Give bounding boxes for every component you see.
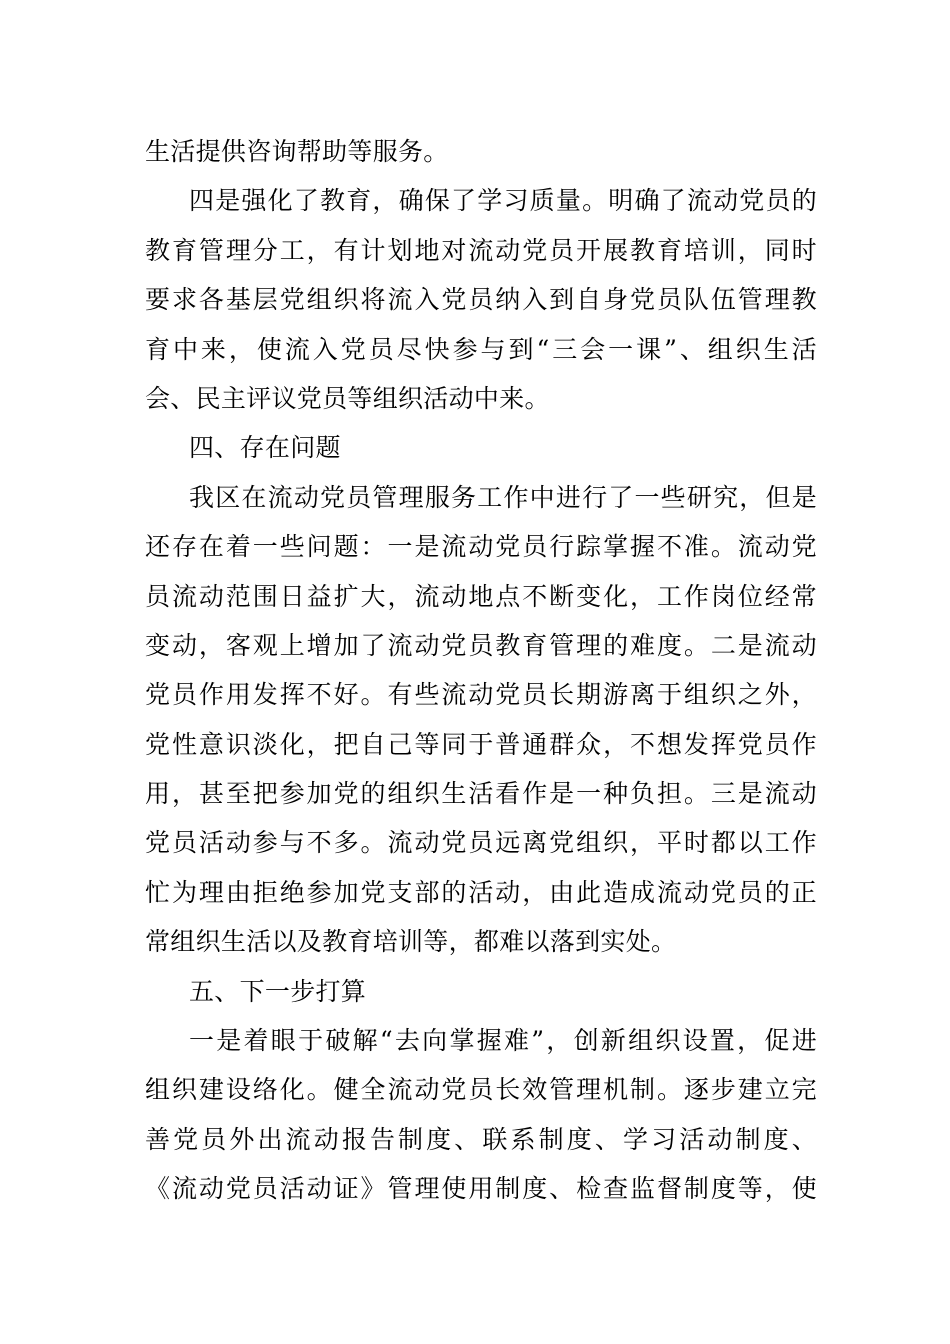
text-line: 教育管理分工，有计划地对流动党员开展教育培训，同时	[145, 235, 817, 265]
text-line: 员流动范围日益扩大，流动地点不断变化，工作岗位经常	[145, 581, 817, 611]
text-line: 四、存在问题	[189, 433, 341, 463]
document-body	[145, 127, 817, 1214]
text-line: 组织建设络化。健全流动党员长效管理机制。逐步建立完	[145, 1075, 817, 1105]
text-line: 我区在流动党员管理服务工作中进行了一些研究，但是	[189, 482, 817, 512]
text-line: 忙为理由拒绝参加党支部的活动，由此造成流动党员的正	[145, 877, 817, 907]
text-line: 党员活动参与不多。流动党员远离党组织，平时都以工作	[145, 828, 817, 858]
text-line: 育中来，使流入党员尽快参与到“三会一课”、组织生活	[145, 334, 817, 364]
text-line: 五、下一步打算	[189, 976, 367, 1006]
text-line: 善党员外出流动报告制度、联系制度、学习活动制度、	[145, 1124, 817, 1154]
text-line: 常组织生活以及教育培训等，都难以落到实处。	[145, 927, 677, 957]
text-line: 党员作用发挥不好。有些流动党员长期游离于组织之外，	[145, 680, 817, 710]
text-line: 党性意识淡化，把自己等同于普通群众，不想发挥党员作	[145, 729, 817, 759]
text-line: 用，甚至把参加党的组织生活看作是一种负担。三是流动	[145, 779, 817, 809]
text-line: 一是着眼于破解“去向掌握难”，创新组织设置，促进	[189, 1026, 817, 1056]
text-line: 生活提供咨询帮助等服务。	[145, 137, 449, 166]
text-line: 会、民主评议党员等组织活动中来。	[145, 383, 550, 413]
text-line: 变动，客观上增加了流动党员教育管理的难度。二是流动	[145, 630, 817, 660]
text-line: 还存在着一些问题：一是流动党员行踪掌握不准。流动党	[145, 532, 817, 562]
text-line: 要求各基层党组织将流入党员纳入到自身党员队伍管理教	[145, 285, 817, 315]
text-line: 《流动党员活动证》管理使用制度、检查监督制度等，使	[145, 1174, 817, 1204]
text-line: 四是强化了教育，确保了学习质量。明确了流动党员的	[189, 186, 817, 216]
